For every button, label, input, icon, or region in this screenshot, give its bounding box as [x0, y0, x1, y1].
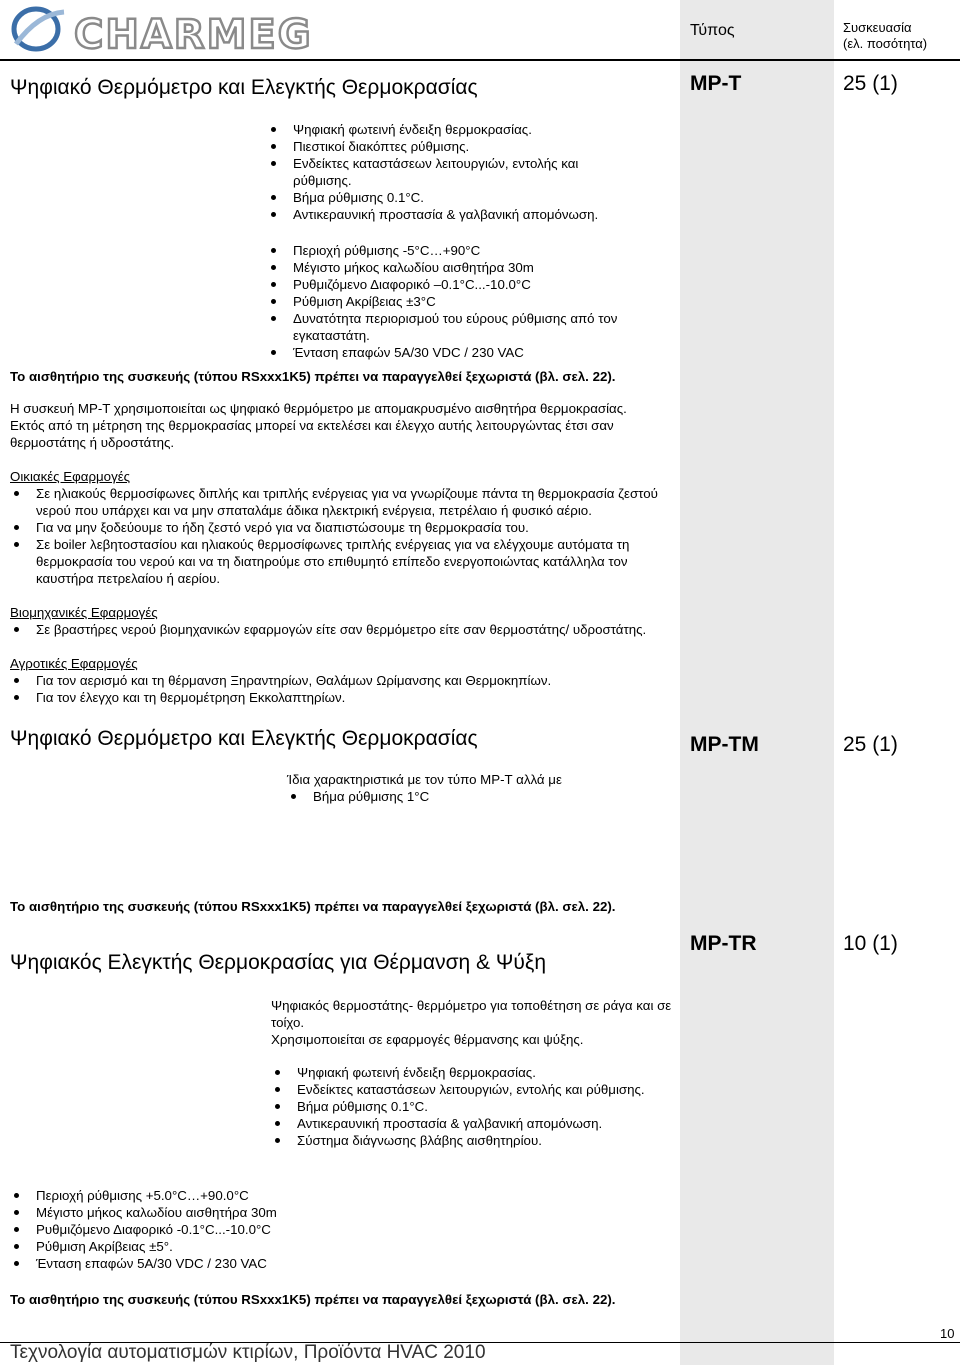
- list-item: Περιοχή ρύθμισης -5°C…+90°C: [267, 242, 667, 259]
- section3-intro2: Χρησιμοποιείται σε εφαρμογές θέρμανσης και ψύξης.: [271, 1032, 584, 1047]
- section1-features-b: [267, 242, 667, 361]
- list-item: Για τον έλεγχο και τη θερμομέτρηση Εκκολαπτηρίων.: [10, 689, 675, 706]
- agri-apps-list: [10, 672, 675, 706]
- section1-description: Η συσκευή MP-T χρησιμοποιείται ως ψηφιακό θερμόμετρο με απομακρυσμένο αισθητήρα θερμοκρασίας. Εκτός από τη μέτρηση της θερμοκρασίας μπορεί να εκτελέσει και έλεγχο αυτής λειτουργώντας έτσι σαν θερμοστάτης ή υδροστάτης.: [10, 401, 627, 450]
- list-item: Ρύθμιση Ακρίβειας ±5°.: [10, 1238, 410, 1255]
- list-item: Για τον αερισμό και τη θέρμανση Ξηραντηρίων, Θαλάμων Ωρίμανσης και Θερμοκηπίων.: [10, 672, 675, 689]
- column-header-type: Τύπος: [690, 22, 735, 39]
- section3-features-a: [271, 1064, 681, 1149]
- footer-text: Τεχνολογία αυτοματισμών κτιρίων, Προϊόντα HVAC 2010: [10, 1342, 486, 1363]
- section2-sensor-note: Το αισθητήριο της συσκευής (τύπου RSxxx1K5) πρέπει να παραγγελθεί ξεχωριστά (βλ. σελ. 22).: [10, 899, 616, 914]
- section1-qty: 25 (1): [843, 72, 898, 95]
- section2-title: Ψηφιακό Θερμόμετρο και Ελεγκτής Θερμοκρασίας: [10, 727, 478, 750]
- list-item: Βήμα ρύθμισης 0.1°C.: [271, 1098, 681, 1115]
- list-item: Ενδείκτες καταστάσεων λειτουργιών, εντολής και ρύθμισης.: [271, 1081, 681, 1098]
- list-item: Βήμα ρύθμισης 0.1°C.: [267, 189, 667, 206]
- section3-features-b: [10, 1187, 410, 1272]
- section1-sensor-note: Το αισθητήριο της συσκευής (τύπου RSxxx1K5) πρέπει να παραγγελθεί ξεχωριστά (βλ. σελ. 22).: [10, 369, 616, 384]
- header-divider: [0, 59, 960, 61]
- list-item: Ρύθμιση Ακρίβειας ±3°C: [267, 293, 667, 310]
- home-apps-list: [10, 485, 675, 587]
- list-item: Ψηφιακή φωτεινή ένδειξη θερμοκρασίας.: [271, 1064, 681, 1081]
- list-item: Ενδείκτες καταστάσεων λειτουργιών, εντολής και ρύθμισης.: [267, 155, 638, 189]
- industrial-apps-heading: Βιομηχανικές Εφαρμογές: [10, 605, 158, 620]
- section3-intro: Ψηφιακός θερμοστάτης- θερμόμετρο για τοποθέτηση σε ράγα και σε τοίχο.: [271, 998, 672, 1030]
- list-item: Ρυθμιζόμενο Διαφορικό -0.1°C...-10.0°C: [10, 1221, 410, 1238]
- list-item: Μέγιστο μήκος καλωδίου αισθητήρα 30m: [10, 1204, 410, 1221]
- list-item: Ένταση επαφών 5Α/30 VDC / 230 VAC: [10, 1255, 410, 1272]
- list-item: Βήμα ρύθμισης 1°C: [287, 788, 667, 805]
- list-item: Σε βραστήρες νερού βιομηχανικών εφαρμογών είτε σαν θερμόμετρο είτε σαν θερμοστάτης/ υδροστάτης.: [10, 621, 670, 638]
- list-item: Ψηφιακή φωτεινή ένδειξη θερμοκρασίας.: [267, 121, 667, 138]
- svg-text:CHARMEG: CHARMEG: [74, 12, 313, 56]
- list-item: Αντικεραυνική προστασία & γαλβανική απομόνωση.: [267, 206, 667, 223]
- section3-title: Ψηφιακός Ελεγκτής Θερμοκρασίας για Θέρμανση & Ψύξη: [10, 951, 547, 974]
- logo-swoosh-icon: [8, 4, 328, 56]
- section3-code: MP-TR: [690, 932, 757, 955]
- type-column-band: [680, 0, 834, 1365]
- section3-qty: 10 (1): [843, 932, 898, 955]
- industrial-apps-list: [10, 621, 670, 638]
- list-item: Αντικεραυνική προστασία & γαλβανική απομόνωση.: [271, 1115, 681, 1132]
- company-logo: [8, 4, 328, 56]
- section2-code: MP-TM: [690, 733, 759, 756]
- list-item: Σύστημα διάγνωσης βλάβης αισθητηρίου.: [271, 1132, 681, 1149]
- section1-features-a: [267, 121, 667, 223]
- section2-intro: Ίδια χαρακτηριστικά με τον τύπο MP-T αλλά με: [287, 772, 562, 787]
- list-item: Για να μην ξοδεύουμε το ήδη ζεστό νερό για να διαπιστώσουμε τη θερμοκρασία του.: [10, 519, 675, 536]
- section2-features: [287, 788, 667, 805]
- list-item: Περιοχή ρύθμισης +5.0°C…+90.0°C: [10, 1187, 410, 1204]
- list-item: Πιεστικοί διακόπτες ρύθμισης.: [267, 138, 667, 155]
- page-number: 10: [940, 1326, 955, 1341]
- home-apps-heading: Οικιακές Εφαρμογές: [10, 469, 131, 484]
- section2-qty: 25 (1): [843, 733, 898, 756]
- list-item: Δυνατότητα περιορισμού του εύρους ρύθμισης από τον εγκαταστάτη.: [267, 310, 667, 344]
- section1-code: MP-T: [690, 72, 742, 95]
- list-item: Σε ηλιακούς θερμοσίφωνες διπλής και τριπλής ενέργειας για να γνωρίζουμε πάντα τη θερμοκρασία ζεστού νερού που υπάρχει και να μην σπαταλάμε άδικα ηλεκτρική ενέργεια, πετρέλαιο ή φυσικό αέριο.: [10, 485, 675, 519]
- section3-sensor-note: Το αισθητήριο της συσκευής (τύπου RSxxx1K5) πρέπει να παραγγελθεί ξεχωριστά (βλ. σελ. 22).: [10, 1292, 616, 1307]
- list-item: Μέγιστο μήκος καλωδίου αισθητήρα 30m: [267, 259, 667, 276]
- list-item: Ρυθμιζόμενο Διαφορικό –0.1°C...-10.0°C: [267, 276, 667, 293]
- agri-apps-heading: Αγροτικές Εφαρμογές: [10, 656, 138, 671]
- section1-title: Ψηφιακό Θερμόμετρο και Ελεγκτής Θερμοκρασίας: [10, 76, 478, 99]
- column-header-quantity: Συσκευασία (ελ. ποσότητα): [843, 20, 928, 51]
- list-item: Σε boiler λεβητοστασίου και ηλιακούς θερμοσίφωνες τριπλής ενέργειας για να ελέγχουμε αυτόματα τη θερμοκρασία του νερού και να τη διατηρούμε στο επιθυμητό επίπεδο ενεργοποιώντας κατάλληλα τον καυστήρα πετρελαίου ή αερίου.: [10, 536, 675, 587]
- list-item: Ένταση επαφών 5Α/30 VDC / 230 VAC: [267, 344, 667, 361]
